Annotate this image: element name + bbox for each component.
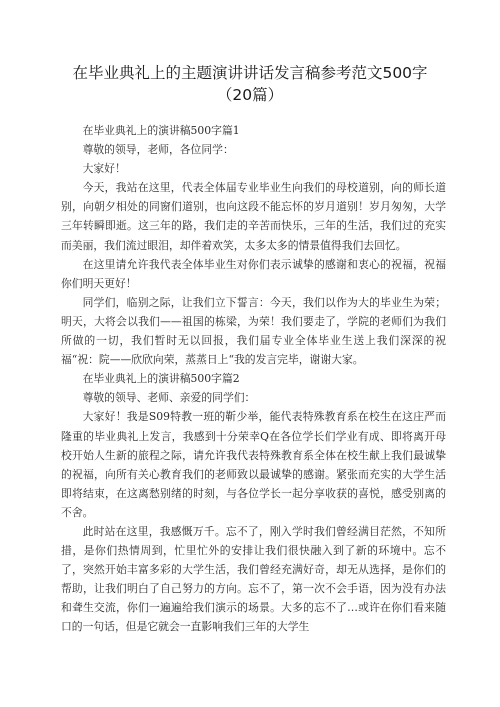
- document-title: [40, 62, 460, 106]
- paragraph-2: 在这里请允许我代表全体毕业生对你们表示诚挚的感谢和衷心的祝福，祝福你们明天更好！: [61, 257, 446, 290]
- title-line-2: （20篇）: [216, 86, 284, 104]
- section-heading-2: 在毕业典礼上的演讲稿500字篇2: [82, 372, 240, 386]
- section-heading-1: 在毕业典礼上的演讲稿500字篇1: [82, 124, 240, 137]
- paragraph-3: 同学们，临别之际，让我们立下誓言：今天，我们以作为大的毕业生为荣；明天，大将会以我们——祖国的栋梁，为荣！我们要走了，学院的老师们为我们所做的一切，我们暂时无以回报，我们届专业全体毕业生送上我们深深的祝福“祝：院——欣欣向荣，蒸蒸日上“我的发言完毕，谢谢大家。: [61, 295, 446, 367]
- greeting-1: 大家好！: [82, 162, 126, 176]
- salutation-1: 尊敬的领导，老师，各位同学：: [82, 143, 234, 157]
- title-line-1: 在毕业典礼上的主题演讲讲话发言稿参考范文500字: [72, 64, 428, 82]
- document-body: [61, 121, 446, 637]
- salutation-2: 尊敬的领导、老师、亲爱的同学们：: [82, 391, 256, 405]
- paragraph-5: 此时站在这里，我感慨万千。忘不了，刚入学时我们曾经满目茫然，不知所措，是你们热情周到，忙里忙外的安排让我们很快融入到了新的环境中。忘不了，突然开始丰富多彩的大学生活，我们曾经充满好奇，却无从选择，是你们的帮助，让我们明白了自己努力的方向。忘不了，第一次不会手语，因为没有办法和聋生交流，你们一遍遍给我们演示的场景。大多的忘不了…或许在你们看来随口的一句话，但是它就会一直影响我们三年的大学生: [61, 524, 446, 634]
- paragraph-1: 今天，我站在这里，代表全体届专业毕业生向我们的母校道别，向的师长道别，向朝夕相处的同窗们道别，也向这段不能忘怀的岁月道别！岁月匆匆，大学三年转瞬即逝。这三年的路，我们走的辛苦而快乐，三年的生活，我们过的充实而美丽，我们流过眼泪，却伴着欢笑，太多太多的情景值得我们去回忆。: [61, 181, 446, 252]
- paragraph-4: 大家好！我是S09特教一班的靳少举，能代表特殊教育系在校生在这庄严而隆重的毕业典礼上发言，我感到十分荣幸Q在各位学长们学业有成、即将离开母校开始人生新的旅程之际，请允许我代表特殊教育系全体在校生献上我们最诚挚的祝福，向所有关心教育我们的老师致以最诚挚的感谢。紧张而充实的大学生活即将结束，在这离愁别绪的时刻，与各位学长一起分享收获的喜悦，感受别离的不舍。: [61, 410, 446, 519]
